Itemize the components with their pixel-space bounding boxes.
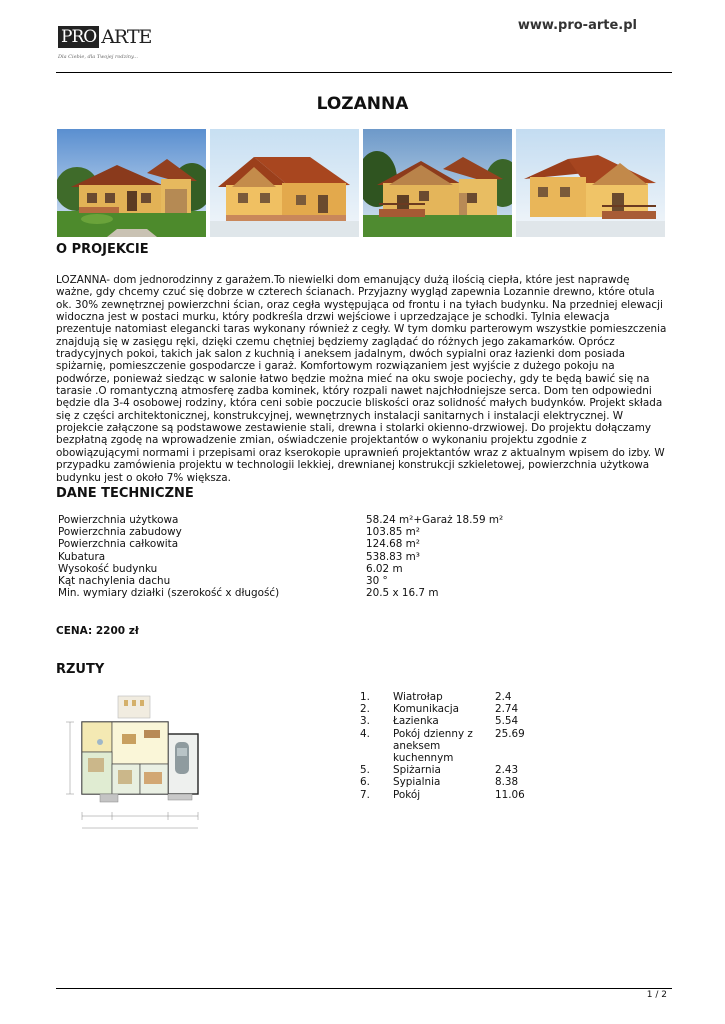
table-row: [58, 551, 503, 563]
room-number: 7.: [360, 788, 370, 801]
page-number: 1 / 2: [646, 990, 667, 1000]
table-row: [58, 575, 503, 587]
list-item: [360, 703, 525, 715]
room-area: 8.38: [495, 776, 519, 789]
house-render-side-photo[interactable]: [210, 129, 359, 237]
room-name: Łazienka: [393, 715, 439, 728]
room-list: [360, 691, 525, 801]
list-item: [360, 776, 525, 788]
room-area: 5.54: [495, 715, 519, 728]
list-item: [360, 764, 525, 776]
tech-label: Powierzchnia całkowita: [58, 538, 179, 551]
tech-value: 6.02 m: [366, 562, 403, 575]
header-divider: [56, 72, 672, 73]
logo-pro-text: PRO: [58, 26, 99, 48]
tech-label: Wysokość budynku: [58, 562, 158, 575]
tech-value: 538.83 m³: [366, 550, 420, 563]
logo-arte-text: ARTE: [101, 26, 152, 48]
room-number: 2.: [360, 703, 370, 716]
room-area: 2.43: [495, 764, 519, 777]
tech-value: 58.24 m²+Garaż 18.59 m²: [366, 514, 504, 526]
site-url[interactable]: www.pro-arte.pl: [517, 18, 637, 33]
render-gallery: [57, 129, 665, 237]
room-number: 3.: [360, 715, 370, 728]
room-number: 5.: [360, 764, 370, 777]
tech-value: 124.68 m²: [366, 538, 420, 551]
tech-data-table: [58, 514, 503, 599]
price-label: CENA: 2200 zł: [56, 625, 139, 637]
list-item: [360, 691, 525, 703]
room-area: 11.06: [495, 788, 525, 801]
project-heading: O PROJEKCIE: [56, 242, 149, 257]
room-name: Pokój dzienny z aneksem kuchennym: [393, 727, 473, 765]
table-row: [58, 563, 503, 575]
table-row: [58, 538, 503, 550]
room-area: 25.69: [495, 727, 525, 740]
room-area: 2.74: [495, 703, 519, 716]
room-name: Pokój: [393, 788, 421, 801]
tech-label: Min. wymiary działki (szerokość x długość): [58, 587, 280, 600]
tech-value: 30 °: [366, 575, 388, 588]
footer-divider: [56, 988, 672, 989]
tech-label: Kubatura: [58, 550, 106, 563]
list-item: [360, 715, 525, 727]
table-row: [58, 526, 503, 538]
tech-label: Powierzchnia użytkowa: [58, 514, 179, 526]
table-row: [58, 514, 503, 526]
room-number: 6.: [360, 776, 370, 789]
room-name: Komunikacja: [393, 703, 460, 716]
tech-label: Kąt nachylenia dachu: [58, 575, 171, 588]
room-number: 1.: [360, 691, 370, 703]
tech-label: Powierzchnia zabudowy: [58, 526, 182, 539]
floor-plan-drawing[interactable]: [60, 694, 210, 834]
project-description: LOZANNA- dom jednorodzinny z garażem.To niewielki dom emanujący dużą ilością ciepła, które jest naprawdę ważne, gdy chcemy czuć się dobrze w czterech ścianach. Przyjazny wygląd zapewnia Lozannie drewno, które otula ok. 30% zewnętrznej powierzchni ścian, oraz cegła występująca od frontu i na tyłach budynku. Na przedniej elewacji widoczna jest w postaci murku, który podkreśla drzwi wejściowe i uprzedzające je schodki. Tylnia elewacja prezentuje natomiast elegancki taras wykonany również z cegły. W tym domku parterowym wszystkie pomieszczenia znajdują się w zasięgu ręki, dzięki czemu chętniej będziemy zaglądać do różnych jego zakamarków. Oprócz tradycyjnych pokoi, takich jak salon z kuchnią i aneksem jadalnym, dwóch sypialni oraz łazienki dom posiada spiżarnię, pomieszczenie gospodarcze i garaż. Komfortowym rozwiązaniem jest wyjście z dużego pokoju na podwórze, ponieważ siedząc w salonie łatwo będzie można mieć na oku swoje pociechy, gdy te będą bawić się na tarasie .O romantyczną atmosferę zadba kominek, który rozpali nawet najchłodniejsze serca. Dom ten odpowiedni będzie dla 3-4 osobowej rodziny, która ceni sobie poczucie bliskości oraz solidność małych budynków. Projekt składa się z części architektonicznej, konstrukcyjnej, wewnętrznych instalacji sanitarnych i instalacji elektrycznej. W projekcie załączone są podstawowe zestawienie stali, drewna i stolarki okienno-drzwiowej. Do projektu dołączamy bezpłatną zgodę na wprowadzenie zmian, oświadczenie projektantów o wykonaniu projektu zgodnie z obowiązującymi normami i przepisami oraz kserokopie uprawnień projektantów wraz z aktualnym wpisem do izby. W przypadku zamówienia projektu w technologii lekkiej, drewnianej konstrukcji szkieletowej, powierzchnia użytkowa budynku jest o około 7% większa.: [56, 274, 667, 484]
logo-tagline: Dla Ciebie, dla Twojej rodziny...: [58, 54, 138, 60]
room-area: 2.4: [495, 691, 512, 703]
room-name: Sypialnia: [393, 776, 441, 789]
tech-data-heading: DANE TECHNICZNE: [56, 486, 194, 501]
room-name: Wiatrołap: [393, 691, 443, 703]
room-name: Spiżarnia: [393, 764, 441, 777]
house-render-rear-photo[interactable]: [363, 129, 512, 237]
house-render-corner-photo[interactable]: [516, 129, 665, 237]
tech-value: 103.85 m²: [366, 526, 420, 539]
list-item: [360, 728, 525, 765]
tech-value: 20.5 x 16.7 m: [366, 587, 439, 600]
list-item: [360, 789, 525, 801]
house-render-front-photo[interactable]: [57, 129, 206, 237]
pro-arte-logo: [58, 24, 158, 66]
room-number: 4.: [360, 727, 370, 740]
table-row: [58, 587, 503, 599]
floor-plans-heading: RZUTY: [56, 662, 105, 677]
page-title: LOZANNA: [316, 94, 409, 114]
